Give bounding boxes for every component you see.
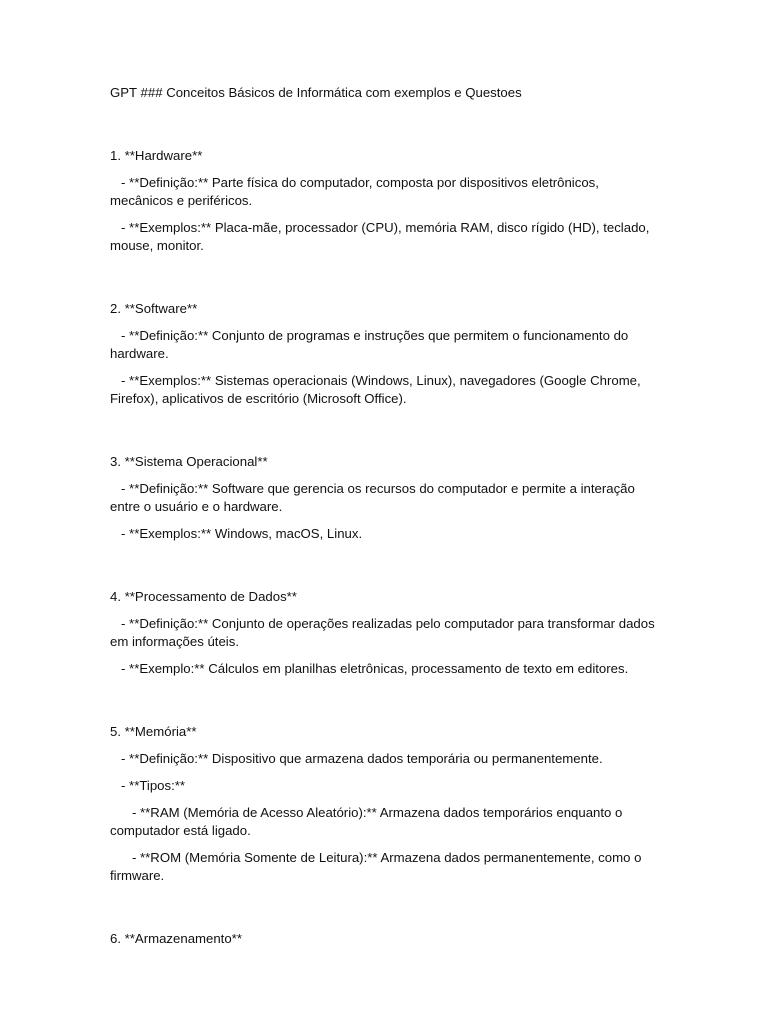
section-heading: 2. **Software** <box>110 301 198 316</box>
paragraph-text: - **Definição:** Parte física do computador, composta por dispositivos eletrônicos, mecânicos e periféricos. <box>110 175 599 208</box>
examples-paragraph <box>110 372 658 408</box>
paragraph-text: - **Exemplo:** Cálculos em planilhas eletrônicas, processamento de texto em editores. <box>121 661 629 676</box>
paragraph-text: - **Definição:** Dispositivo que armazena dados temporária ou permanentemente. <box>121 751 603 766</box>
indent <box>110 175 121 190</box>
definition-paragraph <box>110 327 658 363</box>
section-processamento-de-dados <box>110 588 658 678</box>
paragraph-text: - **Exemplos:** Sistemas operacionais (Windows, Linux), navegadores (Google Chrome, Firefox), aplicativos de escritório (Microsoft Office). <box>110 373 641 406</box>
examples-paragraph <box>110 525 658 543</box>
examples-paragraph <box>110 219 658 255</box>
indent <box>110 526 121 541</box>
section-heading: 1. **Hardware** <box>110 148 203 163</box>
ram-paragraph <box>110 804 658 840</box>
document-body <box>110 84 658 957</box>
paragraph-text: - **Definição:** Software que gerencia os recursos do computador e permite a interação entre o usuário e o hardware. <box>110 481 635 514</box>
indent <box>110 481 121 496</box>
section-hardware <box>110 147 658 255</box>
paragraph-text: - **RAM (Memória de Acesso Aleatório):** Armazena dados temporários enquanto o computador está ligado. <box>110 805 623 838</box>
definition-paragraph <box>110 615 658 651</box>
document-title: GPT ### Conceitos Básicos de Informática com exemplos e Questoes <box>110 85 522 100</box>
section-heading: 4. **Processamento de Dados** <box>110 589 297 604</box>
paragraph-text: - **ROM (Memória Somente de Leitura):** Armazena dados permanentemente, como o firmware. <box>110 850 642 883</box>
section-sistema-operacional <box>110 453 658 543</box>
paragraph-text: - **Definição:** Conjunto de programas e instruções que permitem o funcionamento do hardware. <box>110 328 629 361</box>
paragraph-text: - **Exemplos:** Windows, macOS, Linux. <box>121 526 363 541</box>
paragraph-text: - **Tipos:** <box>121 778 186 793</box>
section-heading: 5. **Memória** <box>110 724 197 739</box>
indent <box>110 328 121 343</box>
indent <box>110 850 132 865</box>
indent <box>110 751 121 766</box>
indent <box>110 778 121 793</box>
example-paragraph <box>110 660 658 678</box>
section-software <box>110 300 658 408</box>
paragraph-text: - **Definição:** Conjunto de operações realizadas pelo computador para transformar dados em informações úteis. <box>110 616 655 649</box>
indent <box>110 805 132 820</box>
section-armazenamento <box>110 930 658 948</box>
section-memoria <box>110 723 658 885</box>
indent <box>110 616 121 631</box>
indent <box>110 373 121 388</box>
definition-paragraph <box>110 750 658 768</box>
section-heading: 3. **Sistema Operacional** <box>110 454 268 469</box>
rom-paragraph <box>110 849 658 885</box>
section-heading: 6. **Armazenamento** <box>110 931 242 946</box>
definition-paragraph <box>110 480 658 516</box>
definition-paragraph <box>110 174 658 210</box>
indent <box>110 220 121 235</box>
indent <box>110 661 121 676</box>
types-paragraph <box>110 777 658 795</box>
paragraph-text: - **Exemplos:** Placa-mãe, processador (CPU), memória RAM, disco rígido (HD), teclado, mouse, monitor. <box>110 220 650 253</box>
